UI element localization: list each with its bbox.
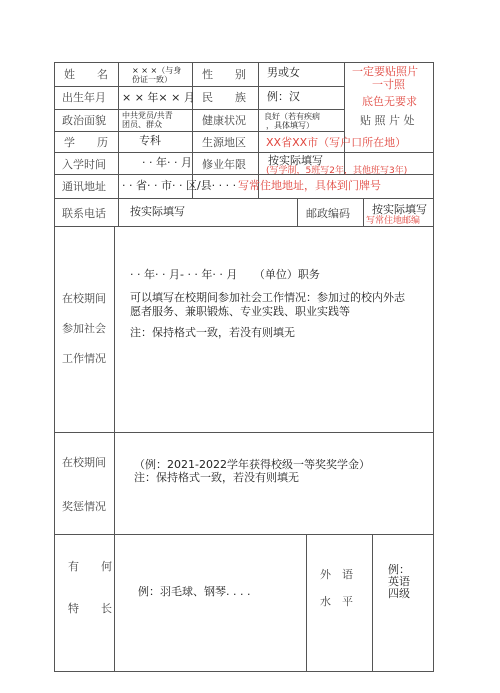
postcode-label: 邮政编码 (306, 207, 350, 220)
award-example[interactable]: （例：2021-2022学年获得校级一等奖奖学金） (134, 458, 370, 471)
grid-line (192, 62, 193, 198)
enroll-label: 入学时间 (62, 158, 106, 171)
grid-line (54, 432, 434, 433)
work-label-line2: 参加社会 (62, 322, 106, 335)
enroll-value[interactable]: · · 年· · 月 (142, 156, 192, 169)
health-value-line2[interactable]: ，具体填写） (266, 121, 314, 130)
duration-value[interactable]: 按实际填写 (268, 154, 323, 167)
skill-value[interactable]: 例：羽毛球、钢琴. . . . (138, 585, 251, 598)
ethnicity-label: 民 族 (202, 91, 246, 104)
award-label-line1: 在校期间 (62, 456, 106, 469)
photo-note-line3: 底色无要求 (362, 95, 417, 108)
grid-line (54, 131, 344, 132)
gender-label: 性 别 (202, 68, 246, 81)
grid-line (54, 198, 434, 199)
origin-value[interactable]: XX省XX市（写户口所在地） (266, 136, 407, 149)
work-description-line2[interactable]: 愿者服务、兼职锻炼、专业实践、职业实践等 (130, 305, 350, 318)
name-value-line1[interactable]: × × ×（与身 (132, 66, 182, 75)
skill-label-line1: 有 何 (68, 560, 112, 573)
origin-label: 生源地区 (202, 136, 246, 149)
language-value-line1[interactable]: 例： (388, 563, 410, 576)
language-value-line3[interactable]: 四级 (388, 587, 410, 600)
address-label: 通讯地址 (62, 180, 106, 193)
grid-line (344, 62, 345, 174)
grid-line (54, 226, 434, 227)
political-value-line2[interactable]: 团员、群众 (122, 120, 162, 129)
ethnicity-value[interactable]: 例：汉 (267, 90, 300, 103)
postcode-note: 写常住地邮编 (366, 216, 421, 226)
language-label-line1: 外 语 (320, 568, 353, 581)
grid-line (363, 198, 364, 226)
address-value[interactable]: · · 省· · 市· · 区/县· · · · (122, 179, 237, 192)
language-value-line2[interactable]: 英语 (388, 575, 410, 588)
duration-label: 修业年限 (202, 158, 246, 171)
award-note: 注：保持格式一致，若没有则填无 (134, 471, 299, 484)
postcode-value[interactable]: 按实际填写 (372, 203, 427, 216)
grid-line (118, 62, 119, 226)
health-value-line1[interactable]: 良好（若有疾病 (264, 112, 320, 121)
phone-value[interactable]: 按实际填写 (130, 205, 185, 218)
grid-line (54, 109, 344, 110)
photo-placeholder-label: 贴 照 片 处 (360, 114, 415, 127)
name-label: 姓 名 (64, 68, 108, 81)
language-label-line2: 水 平 (320, 595, 353, 608)
work-description-line1[interactable]: 可以填写在校期间参加社会工作情况：参加过的校内外志 (130, 291, 405, 304)
grid-line (258, 62, 259, 198)
political-value-line1[interactable]: 中共党员/共青 (122, 111, 173, 120)
award-label-line2: 奖惩情况 (62, 500, 106, 513)
education-value[interactable]: 专科 (139, 134, 161, 147)
work-label-line3: 工作情况 (62, 352, 106, 365)
duration-note: (写学制，5班写2年，其他班写3年) (266, 166, 408, 176)
political-label: 政治面貌 (62, 114, 106, 127)
work-note: 注：保持格式一致，若没有则填无 (130, 326, 295, 339)
address-note: 写常住地地址，具体到门牌号 (238, 179, 381, 192)
education-label: 学 历 (64, 136, 108, 149)
name-value-line2[interactable]: 份证一致） (132, 75, 172, 84)
grid-line (54, 534, 434, 535)
photo-note-line1: 一定要贴照片 (352, 65, 418, 78)
birth-value[interactable]: × × 年× × 月 (122, 91, 195, 104)
skill-label-line2: 特 长 (68, 602, 112, 615)
grid-line (372, 534, 373, 672)
grid-line (114, 226, 115, 672)
health-label: 健康状况 (202, 114, 246, 127)
birth-label: 出生年月 (62, 91, 106, 104)
phone-label: 联系电话 (62, 207, 106, 220)
grid-line (433, 62, 434, 672)
grid-line (306, 534, 307, 672)
grid-line (54, 671, 434, 672)
student-registration-form (54, 62, 434, 672)
grid-line (54, 62, 55, 672)
grid-line (54, 86, 344, 87)
grid-line (54, 62, 434, 63)
gender-value[interactable]: 男或女 (267, 66, 300, 79)
work-label-line1: 在校期间 (62, 292, 106, 305)
grid-line (54, 152, 434, 153)
work-period-line[interactable]: · · 年· · 月- · · 年· · 月 （单位）职务 (130, 268, 320, 281)
grid-line (297, 198, 298, 226)
photo-note-line2: 一寸照 (372, 78, 405, 91)
